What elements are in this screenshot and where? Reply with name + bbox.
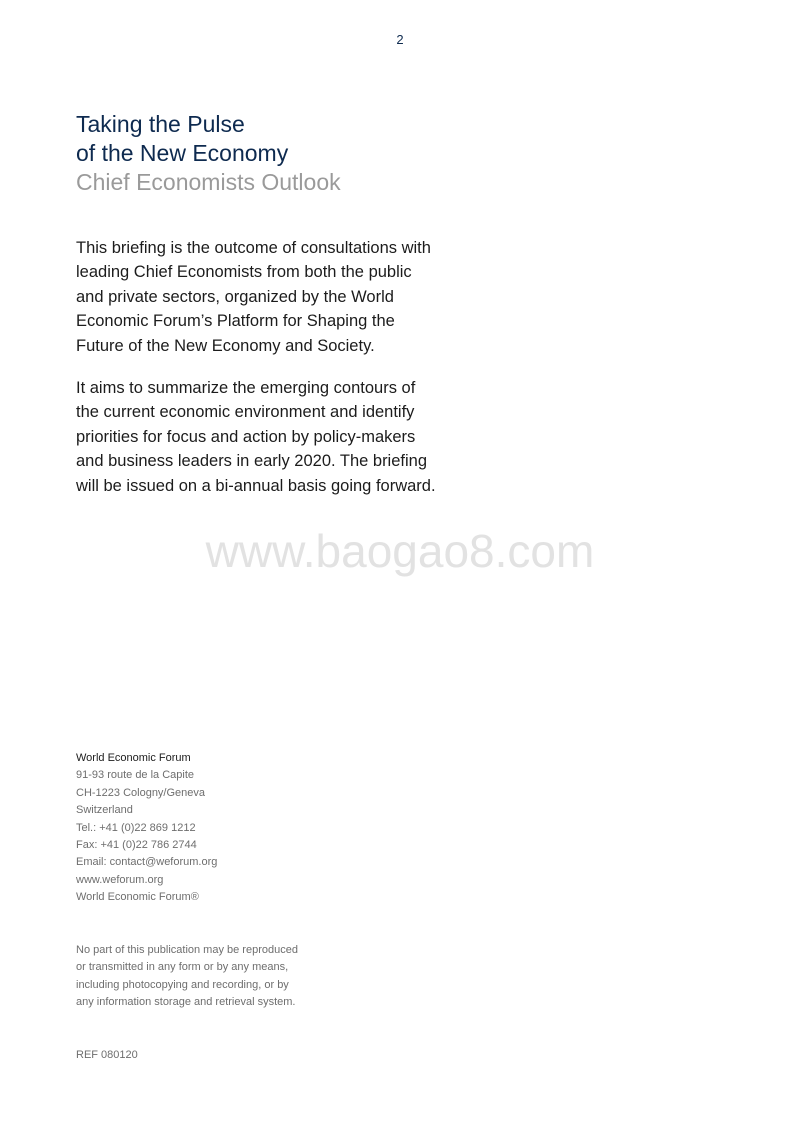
intro-line: will be issued on a bi-annual basis going forward.	[76, 476, 436, 495]
intro-section	[76, 236, 526, 516]
intro-paragraph-1	[76, 236, 526, 358]
intro-line: Economic Forum’s Platform for Shaping the	[76, 312, 395, 331]
intro-line: It aims to summarize the emerging contours of	[76, 379, 416, 398]
disclaimer-line: No part of this publication may be reproduced	[76, 944, 298, 956]
contact-address	[76, 750, 376, 907]
page-title-line-1: Taking the Pulse	[76, 111, 245, 137]
disclaimer-line: or transmitted in any form or by any means,	[76, 961, 289, 974]
intro-line: leading Chief Economists from both the public	[76, 263, 412, 282]
reference-code: REF 080120	[76, 1049, 138, 1061]
intro-paragraph-2	[76, 376, 526, 498]
page-subtitle: Chief Economists Outlook	[76, 169, 341, 195]
title-block	[76, 110, 576, 197]
country: Switzerland	[76, 804, 133, 817]
website: www.weforum.org	[76, 873, 164, 886]
trademark-line: World Economic Forum®	[76, 891, 199, 904]
intro-line: and business leaders in early 2020. The briefing	[76, 452, 428, 471]
intro-line: the current economic environment and identify	[76, 403, 415, 422]
intro-line: This briefing is the outcome of consultations with	[76, 239, 431, 257]
intro-line: priorities for focus and action by policy-makers	[76, 427, 416, 446]
city-postcode: CH-1223 Cologny/Geneva	[76, 786, 206, 799]
organization-name: World Economic Forum	[76, 752, 191, 764]
page-number: 2	[396, 32, 404, 47]
telephone: Tel.: +41 (0)22 869 1212	[76, 821, 196, 834]
fax: Fax: +41 (0)22 786 2744	[76, 839, 197, 852]
disclaimer-line: any information storage and retrieval system.	[76, 996, 296, 1009]
disclaimer-line: including photocopying and recording, or by	[76, 978, 289, 991]
page-title-line-2: of the New Economy	[76, 140, 289, 166]
street-address: 91-93 route de la Capite	[76, 769, 195, 782]
email: Email: contact@weforum.org	[76, 856, 218, 869]
intro-line: and private sectors, organized by the World	[76, 287, 394, 306]
watermark: www.baogao8.com	[205, 525, 595, 577]
copyright-disclaimer	[76, 942, 376, 1012]
intro-line: Future of the New Economy and Society.	[76, 336, 375, 355]
